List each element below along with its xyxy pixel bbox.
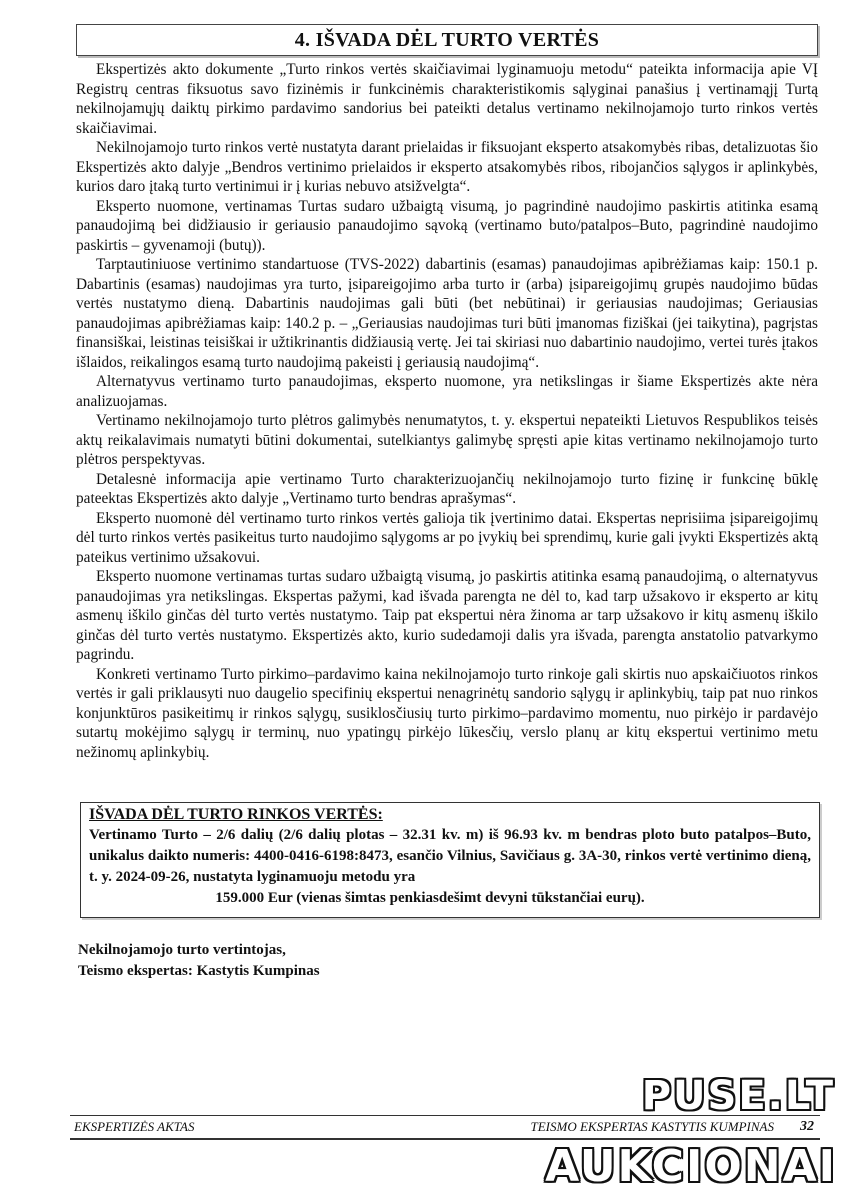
watermark-aukcionai: AUKCIONAI <box>545 1141 837 1192</box>
footer-expert-name: TEISMO EKSPERTAS KASTYTIS KUMPINAS <box>530 1119 774 1134</box>
paragraph-4: Tarptautiniuose vertinimo standartuose (TVS-2022) dabartinis (esamas) panaudojimas apibrėžiamas kaip: 150.1 p. Dabartinis (esamas) naudojimas yra turto, įsipareigojimo arba turto ir (arba) įsipareigojimų grupės naudojimo būdas vertės nustatymo dieną. Dabartinis naudojimas gali būti (bet nebūtinai) ir geriausias naudojimas; Geriausias panaudojimas apibrėžiamas kaip: 140.2 p. – „Geriausias naudojimas turi būti įmanomas fiziškai (jei taikytina), pagrįstas finansiškai, leistinas teisiškai ir užtikrinantis didžiausią vertę. Jei tai skiriasi nuo dabartinio naudojimo, vertei turės įtakos išlaidos, reikalingos esamą turto naudojimą pakeisti į geriausią naudojimą“. <box>76 256 818 371</box>
paragraph-3: Eksperto nuomone, vertinamas Turtas sudaro užbaigtą visumą, jo pagrindinė naudojimo paskirtis atitinka esamą panaudojimą bei didžiausio ir geriausio panaudojimo sąvoką (vertinamo buto/patalpos–Buto, pagrindinė naudojimo paskirtis – gyvenamoji (butų)). <box>76 197 818 254</box>
paragraph-8: Eksperto nuomonė dėl vertinamo turto rinkos vertės galioja tik įvertinimo datai. Ekspertas neprisiima įsipareigojimų dėl turto rinkos vertės pasikeitus turto naudojimo sąlygoms ar po įvykių bei sprendimų, kurie gali įvykti Ekspertizės aktą pateikus vertinimo užsakovui. <box>76 509 818 566</box>
signature-block <box>78 940 320 982</box>
paragraph-1: Ekspertizės akto dokumente „Turto rinkos vertės skaičiavimai lyginamuoju metodu“ pateikta informacija apie VĮ Registrų centras fiksuotus savo fizinėmis ir funkcinėmis charakteristikomis sąlyginai panašius į vertinamąjį Turtą nekilnojamųjų daiktų pirkimo pardavimo sandorius bei pateikti detalus vertinamo nekilnojamojo turto rinkos vertės skaičiavimai. <box>76 61 818 137</box>
paragraph-7: Detalesnė informacija apie vertinamo Turto charakterizuojančių nekilnojamojo turto fizinę ir funkcinę būklę pateektas Ekspertizės akto dalyje „Vertinamo turto bendras aprašymas“. <box>76 470 818 507</box>
conclusion-text: Vertinamo Turto – 2/6 dalių (2/6 dalių plotas – 32.31 kv. m) iš 96.93 kv. m bendras ploto buto patalpos–Buto, unikalus daikto numeris: 4400-0416-6198:8473, esančio Vilnius, Savičiaus g. 3A-30, rinkos vertė vertinimo dieną, t. y. 2024-09-26, nustatyta lyginamuoju metodu yra <box>89 827 811 885</box>
paragraph-6: Vertinamo nekilnojamojo turto plėtros galimybės nenumatytos, t. y. ekspertui nepateikti Lietuvos Respublikos teisės aktų reikalavimais numatyti būtini dokumentai, sutelkiantys galimybę spręsti apie kitas vertinamo nekilnojamojo turto plėtros perspektyvas. <box>76 412 818 468</box>
conclusion-title: IŠVADA DĖL TURTO RINKOS VERTĖS: <box>89 806 383 823</box>
conclusion-price: 159.000 Eur (vienas šimtas penkiasdešimt devyni tūkstančiai eurų). <box>215 890 645 906</box>
signature-line-name: Teismo ekspertas: Kastytis Kumpinas <box>78 963 320 979</box>
footer-document-name: EKSPERTIZĖS AKTAS <box>74 1119 195 1134</box>
watermark-puse: PUSE.LT <box>641 1073 835 1119</box>
paragraph-9: Eksperto nuomone vertinamas turtas sudaro užbaigtą visumą, jo paskirtis atitinka esamą panaudojimą, o alternatyvus panaudojimas yra netikslingas. Ekspertas pažymi, kad išvada parengta ne dėl to, kad tarp užsakovo ir eksperto ar kitų asmenų iškilo ginčas dėl turto vertės nustatymo. Taip pat ekspertui nėra žinoma ar tarp užsakovo ir kitų asmenų iškilo ginčas dėl turto vertės nustatymo. Ekspertizės akto, kurio sudedamoji dalis yra išvada, parengta anstatolio patvarkymo pagrindu. <box>76 568 818 663</box>
section-title: 4. IŠVADA DĖL TURTO VERTĖS <box>294 28 600 51</box>
signature-line-role: Nekilnojamojo turto vertintojas, <box>78 942 286 958</box>
section-title-box <box>76 24 818 56</box>
footer-page-number: 32 <box>800 1119 814 1134</box>
body-text <box>76 60 818 762</box>
paragraph-2: Nekilnojamojo turto rinkos vertė nustatyta darant prielaidas ir fiksuojant eksperto atsakomybės ribas, detalizuotas šio Ekspertizės akto dalyje „Bendros vertinimo prielaidos ir eksperto atsakomybės ribos, ribojančios sąlygos ir aplinkybės, kurios daro įtaką turto vertinimui ir į kurias nebuvo atsižvelgta“. <box>76 139 818 195</box>
paragraph-5: Alternatyvus vertinamo turto panaudojimas, eksperto nuomone, yra netikslingas ir šiame Ekspertizės akte nėra analizuojamas. <box>76 373 818 410</box>
paragraph-10: Konkreti vertinamo Turto pirkimo–pardavimo kaina nekilnojamojo turto rinkoje gali skirtis nuo apskaičiuotos rinkos vertės ir gali priklausyti nuo daugelio specifinių ekspertui nenagrinėtų sandorio sąlygų ir aplinkybių, taip pat nuo rinkos konjunktūros pasikeitimų ir rinkos sąlygų, susiklosčiusių turto pirkimo–pardavimo momentu, nuo pirkėjo ir pardavėjo sutartų mokėjimo sąlygų ir terminų, nuo ypatingų pirkėjo lūkesčių, verslo planų ar kitų ekspertui vertinimo metu nežinomų aplinkybių. <box>76 665 818 761</box>
conclusion-box <box>80 802 820 918</box>
